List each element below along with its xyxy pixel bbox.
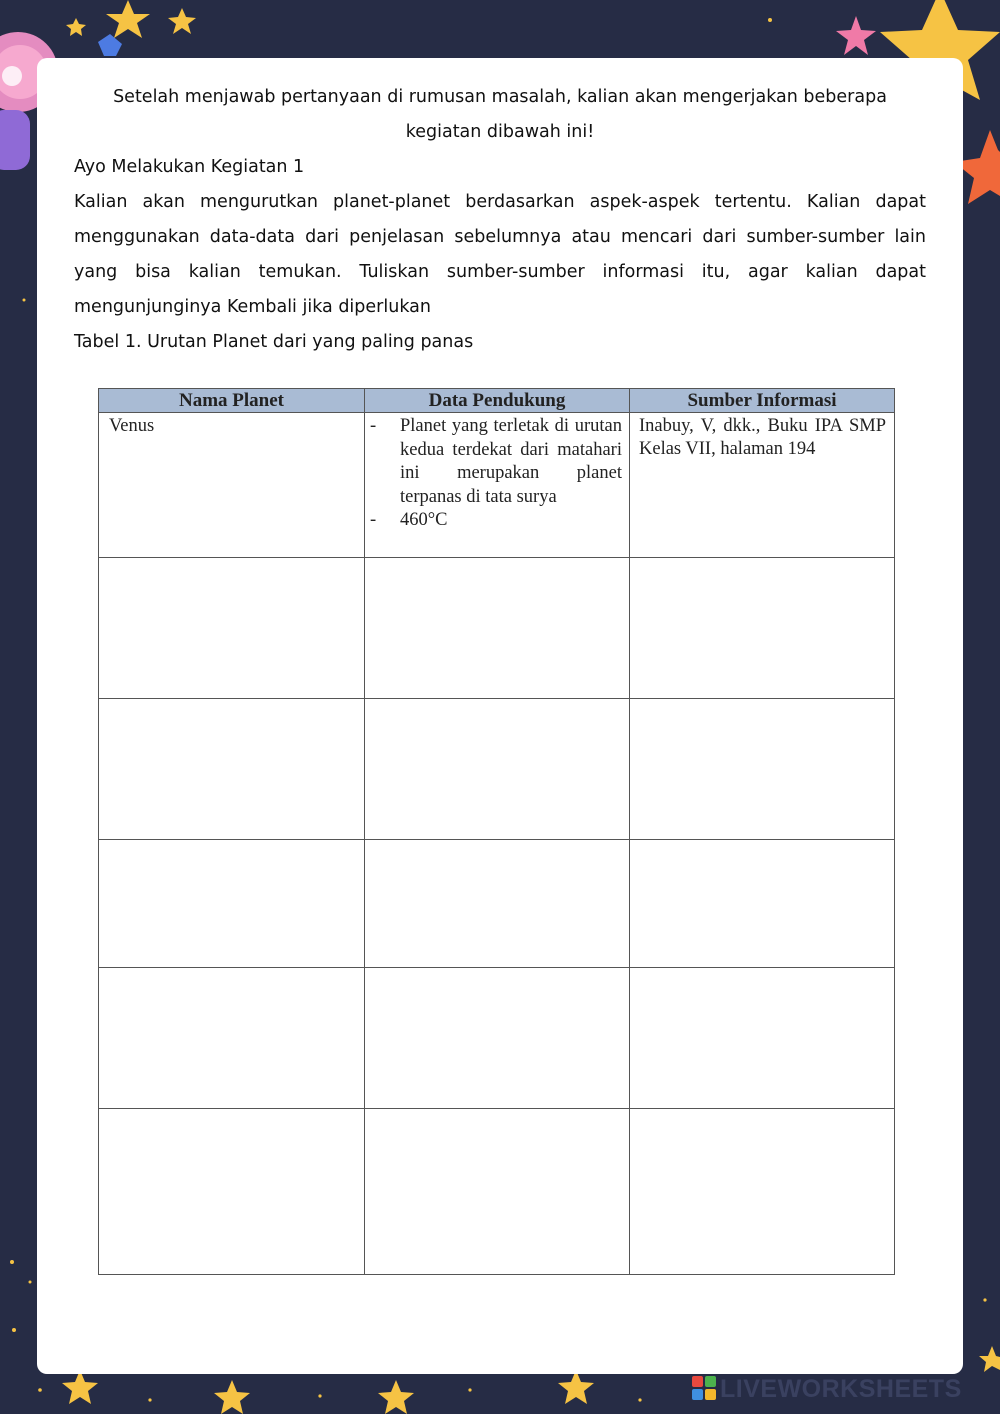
table-row	[99, 1109, 895, 1275]
table-row	[99, 699, 895, 840]
answer-cell[interactable]	[365, 558, 630, 699]
supporting-data-cell	[365, 413, 630, 558]
answer-cell[interactable]	[365, 840, 630, 968]
watermark-text: LIVEWORKSHEETS	[720, 1375, 962, 1403]
header-nama-planet: Nama Planet	[99, 389, 365, 413]
source-cell: Inabuy, V, dkk., Buku IPA SMP Kelas VII, halaman 194	[630, 413, 895, 558]
table-row	[99, 558, 895, 699]
answer-cell[interactable]	[99, 840, 365, 968]
data-point: - Planet yang terletak di urutan kedua terdekat dari matahari ini merupakan planet terpanas di tata surya	[370, 415, 622, 509]
intro-text	[74, 80, 926, 360]
header-sumber-informasi: Sumber Informasi	[630, 389, 895, 413]
header-data-pendukung: Data Pendukung	[365, 389, 630, 413]
answer-cell[interactable]	[99, 558, 365, 699]
answer-cell[interactable]	[630, 1109, 895, 1275]
data-point: - 460°C	[370, 509, 622, 533]
answer-cell[interactable]	[630, 558, 895, 699]
liveworksheets-logo-icon	[692, 1376, 716, 1400]
answer-cell[interactable]	[630, 699, 895, 840]
answer-cell[interactable]	[365, 968, 630, 1109]
answer-cell[interactable]	[630, 840, 895, 968]
table-row	[99, 968, 895, 1109]
liveworksheets-watermark	[692, 1376, 962, 1402]
answer-cell[interactable]	[630, 968, 895, 1109]
table-row	[99, 840, 895, 968]
intro-line-2: kegiatan dibawah ini!	[405, 122, 595, 142]
table-caption: Tabel 1. Urutan Planet dari yang paling panas	[74, 332, 474, 352]
answer-cell[interactable]	[99, 699, 365, 840]
planet-name-cell: Venus	[99, 413, 365, 558]
answer-cell[interactable]	[99, 1109, 365, 1275]
answer-cell[interactable]	[99, 968, 365, 1109]
instructions-paragraph: Kalian akan mengurutkan planet-planet berdasarkan aspek-aspek tertentu. Kalian dapat menggunakan data-data dari penjelasan sebelumnya atau mencari dari sumber-sumber lain yang bisa kalian temukan. Tuliskan sumber-sumber informasi itu, agar kalian dapat mengunjunginya Kembali jika diperlukan	[74, 192, 926, 317]
activity-title: Ayo Melakukan Kegiatan 1	[74, 157, 305, 177]
table-row	[99, 413, 895, 558]
answer-cell[interactable]	[365, 1109, 630, 1275]
table-header-row	[99, 389, 895, 413]
answer-cell[interactable]	[365, 699, 630, 840]
intro-line-1: Setelah menjawab pertanyaan di rumusan masalah, kalian akan mengerjakan beberapa	[113, 87, 887, 107]
planet-table	[98, 388, 895, 1275]
